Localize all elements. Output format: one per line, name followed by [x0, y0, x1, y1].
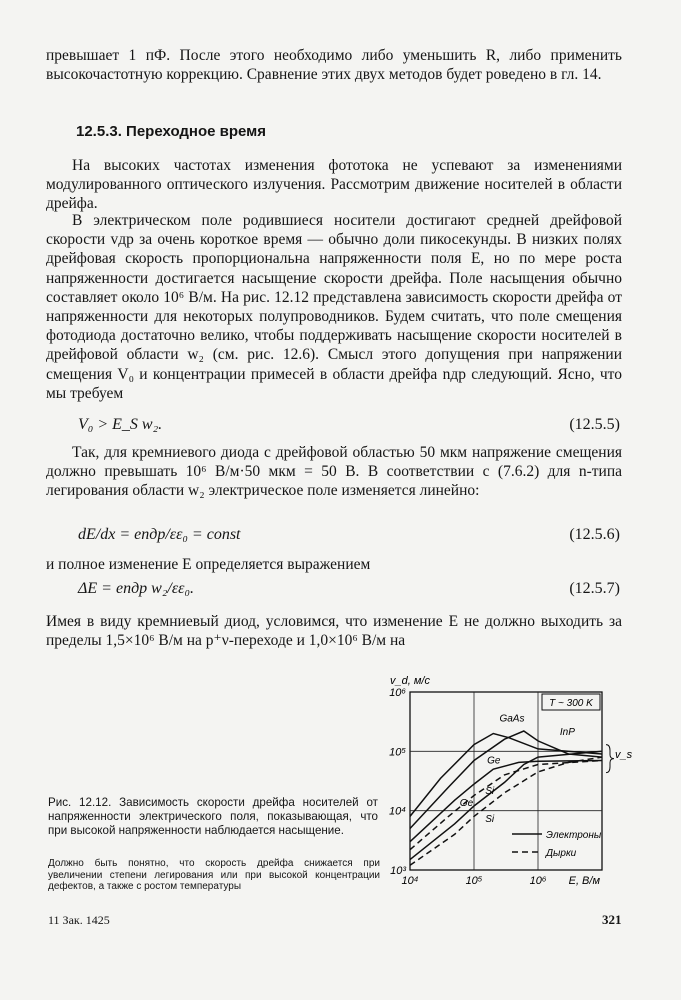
saturation-brace — [606, 745, 614, 773]
y-tick-label: 10⁴ — [389, 805, 406, 818]
paragraph-6: Имея в виду кремниевый диод, условимся, что изменение E не должно выходить за пределы 1,5×10⁶ В/м на p⁺ν-переходе и 1,0×10⁶ В/м на — [46, 613, 622, 650]
paragraph-5: и полное изменение E определяется выражением — [46, 556, 371, 573]
paragraph-3: В электрическом поле родившиеся носители достигают средней дрейфовой скорости vдр за очень короткое время — обычно доли пикосекунды. В низких полях дрейфовая скорость пропорциональна напряженности поля E, но по мере роста напряженности достигается насыщение скорости дрейфа. Поле насыщения обычно составляет около 10⁶ В/м. На рис. 12.12 представлена зависимость скорости дрейфа от напряженности для некоторых полупроводников. Будем считать, что поле смещения фотодиода достаточно велико, чтобы поддерживать насыщение скорости носителей в дрейфовой области w₂ (см. рис. 12.6). Смысл этого допущения при напряжении смещения V₀ и концентрации примесей в области дрейфа nдр следующий. Ясно, что мы требуем — [46, 212, 622, 402]
y-tick-label: 10⁵ — [389, 746, 406, 759]
series-label: Ge — [487, 755, 501, 767]
x-tick-label: 10⁶ — [529, 875, 547, 887]
saturation-label: v_s — [615, 749, 633, 762]
series-label: GaAs — [499, 713, 525, 725]
series-label: Si — [485, 786, 495, 798]
figure-note: Должно быть понятно, что скорость дрейфа снижается при увеличении степени легирования или при высокой концентрации дефектов, а также с ростом температуры — [48, 858, 380, 892]
equation-number: (12.5.6) — [569, 526, 620, 543]
equation-expression: dE/dx = enдр/εε₀ = const — [78, 526, 241, 543]
legend-label: Дырки — [546, 848, 577, 859]
paragraph-1: превышает 1 пФ. После этого необходимо либо уменьшить R, либо применить высокочастотную коррекцию. Сравнение этих двух методов будет роведено в гл. 14. — [46, 47, 622, 84]
equation-12-5-6 — [78, 526, 620, 544]
x-tick-label: 10⁴ — [401, 875, 419, 887]
equation-number: (12.5.7) — [569, 580, 620, 597]
x-axis-label: E, В/м — [568, 875, 600, 887]
y-tick-label: 10⁶ — [389, 687, 406, 699]
series-label: Ge — [459, 797, 474, 809]
section-heading: 12.5.3. Переходное время — [76, 123, 267, 140]
figure-caption: Рис. 12.12. Зависимость скорости дрейфа носителей от напряженности электрического поля, показывающая, что при высокой напряженности наблюдается насыщение. — [48, 796, 378, 837]
paragraph-4: Так, для кремниевого диода с дрейфовой областью 50 мкм напряжение смещения должно превышать 10⁶ В/м·50 мкм = 50 В. В соответствии с (7.6.2) для n-типа легирования области w₂ электрическое поле изменяется линейно: — [46, 444, 622, 500]
series-label: Si — [485, 813, 495, 825]
x-tick-label: 10⁵ — [465, 875, 483, 887]
equation-expression: V₀ > E_S w₂. — [78, 416, 163, 433]
y-tick-label: 10³ — [390, 865, 406, 877]
footer-signature: 11 Зак. 1425 — [48, 913, 110, 927]
drift-velocity-chart — [380, 668, 633, 898]
y-axis-label: v_d, м/с — [390, 675, 430, 687]
page-number: 321 — [602, 912, 622, 927]
equation-number: (12.5.5) — [569, 416, 620, 433]
equation-12-5-7 — [78, 580, 620, 598]
series-label: InP — [559, 726, 575, 738]
temperature-annotation: T ~ 300 K — [549, 698, 593, 709]
legend-label: Электроны — [546, 830, 602, 841]
equation-expression: ΔE = enдр w₂/εε₀. — [78, 580, 195, 597]
equation-12-5-5 — [78, 416, 620, 434]
series-line-si-electrons — [410, 751, 602, 859]
paragraph-2: На высоких частотах изменения фототока не успевают за изменениями модулированного оптического излучения. Рассмотрим движение носителей в области дрейфа. — [46, 157, 622, 213]
